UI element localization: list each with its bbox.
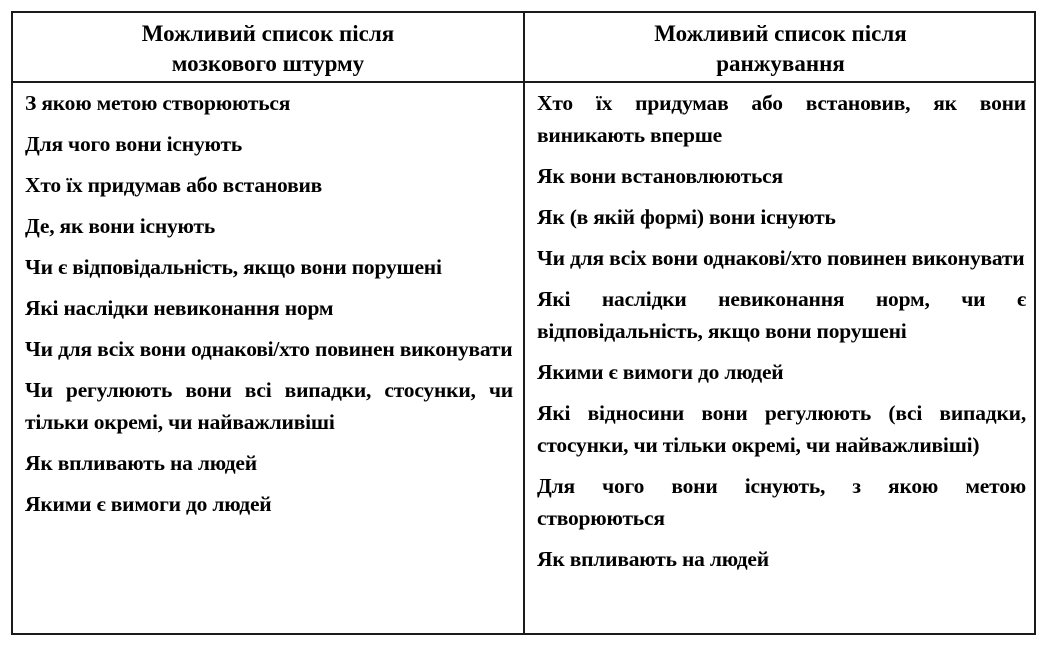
list-item: Хто їх придумав або встановив xyxy=(25,173,323,197)
list-item: Чи для всіх вони однакові/хто повинен виконувати xyxy=(537,246,1025,270)
header-brainstorm xyxy=(13,13,525,83)
list-item: Чи є відповідальність, якщо вони порушені xyxy=(25,255,442,279)
header-ranking-line2: ранжування xyxy=(716,51,845,76)
list-item: Чи для всіх вони однакові/хто повинен виконувати xyxy=(25,337,513,361)
list-item: Якими є вимоги до людей xyxy=(537,360,784,384)
list-item: Які наслідки невиконання норм, чи є відповідальність, якщо вони порушені xyxy=(537,287,1026,343)
header-brainstorm-line1: Можливий список після xyxy=(141,21,395,46)
header-ranking xyxy=(525,13,1036,83)
list-item: Якими є вимоги до людей xyxy=(25,492,272,516)
list-item: Як впливають на людей xyxy=(537,547,769,571)
list-item: Які наслідки невиконання норм xyxy=(25,296,334,320)
ranking-list xyxy=(525,83,1036,633)
list-item: Хто їх придумав або встановив, як вони виникають вперше xyxy=(537,91,1026,147)
list-item: Як впливають на людей xyxy=(25,451,257,475)
list-item: Які відносини вони регулюють (всі випадки, стосунки, чи тільки окремі, чи найважливіші) xyxy=(537,401,1026,457)
list-item: Де, як вони існують xyxy=(25,214,216,238)
list-item: Для чого вони існують xyxy=(25,132,242,156)
list-item: Як вони встановлюються xyxy=(537,164,783,188)
comparison-table xyxy=(11,11,1036,635)
header-ranking-line1: Можливий список після xyxy=(654,21,907,46)
list-item: Чи регулюють вони всі випадки, стосунки, чи тільки окремі, чи найважливіші xyxy=(25,378,513,434)
list-item: Для чого вони існують, з якою метою створюються xyxy=(537,474,1026,530)
list-item: З якою метою створюються xyxy=(25,91,291,115)
header-brainstorm-line2: мозкового штурму xyxy=(171,51,365,76)
list-item: Як (в якій формі) вони існують xyxy=(537,205,836,229)
brainstorm-list xyxy=(13,83,525,633)
